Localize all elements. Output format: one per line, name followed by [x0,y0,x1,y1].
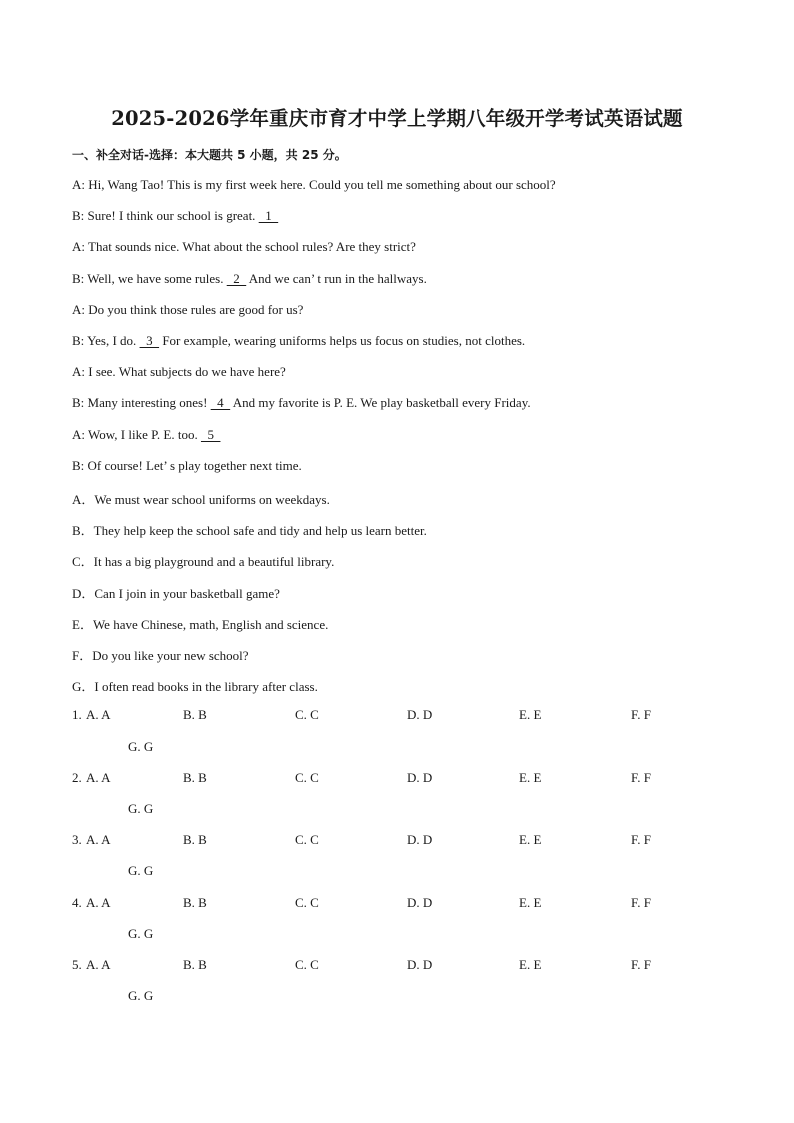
choice-option[interactable]: E. E [519,707,542,723]
speaker-label: B: [72,270,85,286]
option-item: D．Can I join in your basketball game? [72,585,280,601]
choice-option[interactable]: G. G [128,863,154,879]
question-number: 5. [72,957,82,972]
question-number: 1. [72,707,82,723]
answer-blank: 3 [139,333,160,348]
question-number: 3. [72,832,82,848]
answer-blank: 5 [200,426,221,442]
choice-option[interactable]: F. F [631,957,651,972]
dialogue-text: I see. What subjects do we have here? [85,364,286,380]
dialogue-text: That sounds nice. What about the school rules? Are they strict? [85,239,416,255]
section-heading: 一、补全对话-选择：本大题共 5 小题，共 25 分。 [72,148,347,162]
choice-option[interactable]: B. B [183,707,207,723]
dialogue-text: Yes, I do. [84,333,140,348]
speaker-label: B: [72,208,85,224]
option-item: B．They help keep the school safe and tidy and help us learn better. [72,523,427,539]
dialogue-line [72,239,416,255]
dialogue-text: Hi, Wang Tao! This is my first week here. Could you tell me something about our school? [85,177,556,192]
option-item: E．We have Chinese, math, English and science. [72,616,329,632]
answer-blank: 4 [210,395,231,411]
choice-option[interactable]: B. B [183,957,207,972]
page-title: 2025-2026学年重庆市育才中学上学期八年级开学考试英语试题 [111,107,683,130]
dialogue-text: Sure! I think our school is great. [84,208,259,224]
speaker-label: A: [72,177,85,192]
choice-option[interactable]: D. D [407,894,433,910]
choice-option[interactable]: D. D [407,957,433,972]
choice-option[interactable]: A. A [86,957,111,972]
choice-option[interactable]: A. A [86,894,111,910]
choice-option[interactable]: B. B [183,894,207,910]
option-item: C．It has a big playground and a beautiful library. [72,554,335,570]
speaker-label: A: [72,426,85,442]
choice-option[interactable]: E. E [519,832,542,848]
speaker-label: B: [72,395,85,411]
choice-option[interactable]: A. A [86,832,111,848]
choice-option[interactable]: E. E [519,769,542,785]
choice-option[interactable]: C. C [295,707,319,723]
choice-option[interactable]: D. D [407,832,433,848]
option-item: A．We must wear school uniforms on weekdays. [72,492,330,507]
choice-option[interactable]: B. B [183,769,207,785]
dialogue-line [72,364,286,380]
choice-option[interactable]: G. G [128,988,154,1004]
dialogue-text: And my favorite is P. E. We play basketball every Friday. [230,395,531,411]
dialogue-line [72,458,302,474]
dialogue-text: Wow, I like P. E. too. [85,426,201,442]
dialogue-text: Well, we have some rules. [84,270,227,286]
dialogue-line [72,177,556,193]
dialogue-text: Many interesting ones! [84,395,211,411]
dialogue-text: Do you think those rules are good for us? [85,301,304,317]
option-item: G．I often read books in the library after class. [72,679,318,695]
speaker-label: A: [72,301,85,317]
choice-option[interactable]: A. A [86,707,111,723]
choice-option[interactable]: F. F [631,894,651,910]
choice-option[interactable]: D. D [407,707,433,723]
choice-option[interactable]: C. C [295,894,319,910]
speaker-label: B: [72,333,85,348]
choice-option[interactable]: F. F [631,707,651,723]
choice-option[interactable]: F. F [631,832,651,848]
choice-option[interactable]: C. C [295,957,319,972]
choice-option[interactable]: E. E [519,957,542,972]
speaker-label: B: [72,457,85,473]
dialogue-line [72,395,531,411]
choice-option[interactable]: C. C [295,832,319,848]
question-number: 2. [72,769,82,785]
speaker-label: A: [72,239,85,255]
choice-option[interactable]: E. E [519,894,542,910]
dialogue-line [72,208,278,224]
dialogue-line [72,333,525,349]
choice-option[interactable]: G. G [128,801,154,816]
dialogue-text: And we can’ t run in the hallways. [246,270,427,286]
option-item: F．Do you like your new school? [72,648,249,663]
dialogue-text: For example, wearing uniforms helps us focus on studies, not clothes. [159,333,526,348]
choice-option[interactable]: D. D [407,769,433,785]
dialogue-line [72,271,427,287]
dialogue-line [72,427,220,443]
choice-option[interactable]: G. G [128,925,154,941]
dialogue-line [72,302,303,318]
answer-blank: 1 [258,208,279,224]
answer-blank: 2 [226,270,247,286]
choice-option[interactable]: A. A [86,769,111,785]
choice-option[interactable]: F. F [631,769,651,785]
choice-option[interactable]: C. C [295,769,319,785]
speaker-label: A: [72,364,85,380]
choice-option[interactable]: B. B [183,832,207,848]
question-number: 4. [72,894,82,910]
dialogue-text: Of course! Let’ s play together next time. [84,457,302,473]
choice-option[interactable]: G. G [128,738,154,754]
